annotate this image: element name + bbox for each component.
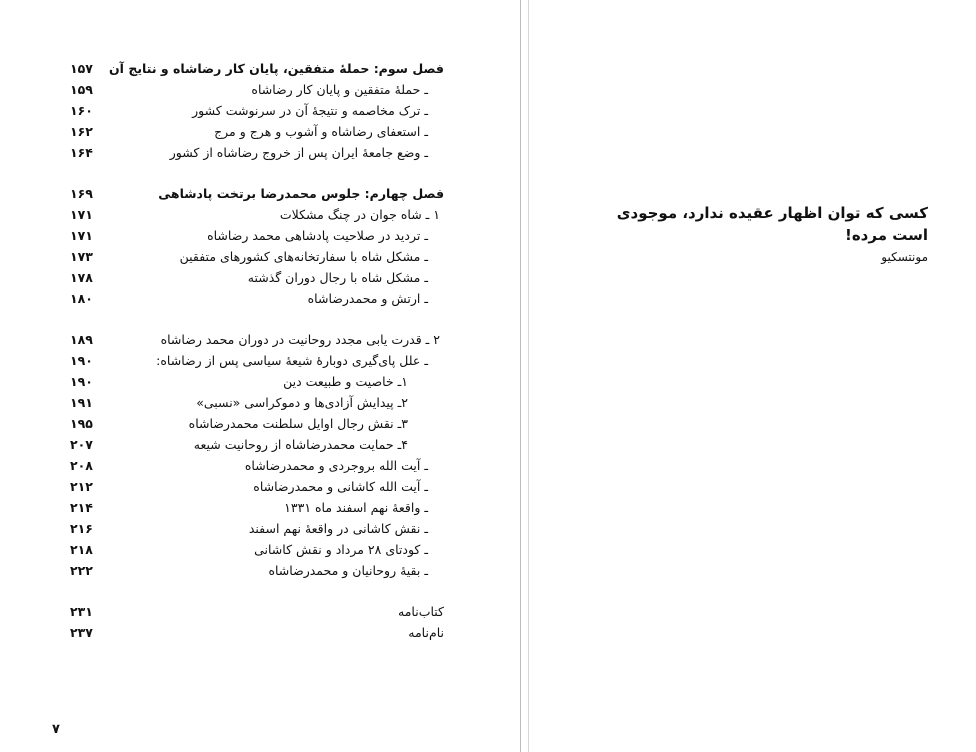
toc-row — [66, 539, 444, 560]
toc-entry-page: ۱۶۴ — [70, 145, 93, 160]
toc-row — [66, 121, 444, 142]
toc-entry-title: فصل چهارم: جلوس محمدرضا برتخت پادشاهی — [158, 186, 444, 201]
spine-line — [520, 0, 521, 752]
toc-row — [66, 476, 444, 497]
toc-entry-title: ـ آیت الله کاشانی و محمدرضاشاه — [253, 479, 428, 494]
toc-entry-page: ۲۱۸ — [70, 542, 93, 557]
toc-entry-title: فصل سوم: حملهٔ متفقین، پایان کار رضاشاه و نتایج آن — [109, 61, 444, 76]
toc-entry-page: ۱۶۲ — [70, 124, 93, 139]
toc-entry-page: ۲۱۲ — [70, 479, 93, 494]
toc-entry-page: ۱۵۷ — [70, 61, 93, 76]
toc-entry-page: ۱۵۹ — [70, 82, 93, 97]
toc-entry-title: ـ بقیهٔ روحانیان و محمدرضاشاه — [268, 563, 428, 578]
toc-entry-page: ۲۲۲ — [70, 563, 93, 578]
toc-row — [66, 455, 444, 476]
toc-entry-title: ۱ـ خاصیت و طبیعت دین — [283, 374, 408, 389]
toc-entry-title: ۱ ـ شاه جوان در چنگ مشکلات — [279, 207, 440, 222]
toc-row — [66, 58, 444, 79]
toc-entry-page: ۱۷۱ — [70, 228, 93, 243]
toc-entry-page: ۱۸۹ — [70, 332, 93, 347]
toc-entry-page: ۲۰۸ — [70, 458, 93, 473]
toc-entry-title: ـ وضع جامعهٔ ایران پس از خروج رضاشاه از کشور — [169, 145, 428, 160]
book-spine — [520, 0, 531, 752]
toc-entry-page: ۲۳۷ — [70, 625, 93, 640]
toc-entry-page: ۲۱۴ — [70, 500, 93, 515]
toc-row — [66, 183, 444, 204]
toc-row — [66, 413, 444, 434]
toc-entry-title: ـ کودتای ۲۸ مرداد و نقش کاشانی — [254, 542, 428, 557]
toc-entry-title: ـ تردید در صلاحیت پادشاهی محمد رضاشاه — [207, 228, 428, 243]
toc-entry-page: ۲۰۷ — [70, 437, 93, 452]
page-number: ۷ — [52, 722, 60, 737]
toc-entry-title: ـ واقعهٔ نهم اسفند ماه ۱۳۳۱ — [284, 500, 428, 515]
toc-row — [66, 225, 444, 246]
toc-entry-title: ـ حملهٔ متفقین و پایان کار رضاشاه — [251, 82, 428, 97]
toc-entry-page: ۱۹۵ — [70, 416, 93, 431]
toc-entry-page: ۱۷۳ — [70, 249, 93, 264]
toc-entry-title: ـ آیت الله بروجردی و محمدرضاشاه — [244, 458, 428, 473]
toc-row — [66, 434, 444, 455]
toc-entry-page: ۲۱۶ — [70, 521, 93, 536]
toc-entry-title: ۳ـ نقش رجال اوایل سلطنت محمدرضاشاه — [188, 416, 408, 431]
toc-row — [66, 142, 444, 163]
toc-row — [66, 350, 444, 371]
toc-row — [66, 497, 444, 518]
toc-row — [66, 288, 444, 309]
toc-entry-title: ـ مشکل شاه با رجال دوران گذشته — [247, 270, 428, 285]
toc-entry-title: ـ استعفای رضاشاه و آشوب و هرج و مرج — [214, 124, 428, 139]
epigraph — [588, 202, 928, 266]
toc-entry-title: ـ مشکل شاه با سفارتخانه‌های کشورهای متفقین — [179, 249, 428, 264]
toc-row — [66, 560, 444, 581]
toc-row — [66, 371, 444, 392]
toc-row — [66, 329, 444, 350]
toc-entry-title: ـ ترک مخاصمه و نتیجهٔ آن در سرنوشت کشور — [192, 103, 428, 118]
toc-entry-title: ۴ـ حمایت محمدرضاشاه از روحانیت شیعه — [193, 437, 408, 452]
toc-entry-page: ۱۷۸ — [70, 270, 93, 285]
toc-entry-title: نام‌نامه — [408, 625, 444, 640]
toc-row — [66, 100, 444, 121]
spine-line — [528, 0, 529, 752]
toc-entry-page: ۱۸۰ — [70, 291, 93, 306]
toc-row — [66, 622, 444, 643]
toc-entry-page: ۱۹۱ — [70, 395, 93, 410]
toc-row — [66, 601, 444, 622]
toc-row — [66, 518, 444, 539]
toc-entry-title: ـ علل پای‌گیری دوبارهٔ شیعهٔ سیاسی پس از رضاشاه: — [156, 353, 428, 368]
right-page — [531, 0, 976, 752]
toc-entry-page: ۱۷۱ — [70, 207, 93, 222]
toc-entry-title: ـ نقش کاشانی در واقعهٔ نهم اسفند — [248, 521, 428, 536]
toc-entry-page: ۱۶۹ — [70, 186, 93, 201]
toc-row — [66, 267, 444, 288]
table-of-contents — [66, 58, 444, 643]
epigraph-quote: کسی که توان اظهار عقیده ندارد، موجودی است مرده! — [616, 204, 928, 244]
toc-entry-title: ـ ارتش و محمدرضاشاه — [307, 291, 428, 306]
toc-entry-title: کتاب‌نامه — [398, 604, 444, 619]
toc-entry-page: ۱۹۰ — [70, 374, 93, 389]
toc-row — [66, 246, 444, 267]
toc-entry-page: ۱۶۰ — [70, 103, 93, 118]
toc-entry-title: ۲ـ پیدایش آزادی‌ها و دموکراسی «نسبی» — [196, 395, 408, 410]
toc-entry-page: ۱۹۰ — [70, 353, 93, 368]
toc-row — [66, 392, 444, 413]
toc-entry-title: ۲ ـ قدرت یابی مجدد روحانیت در دوران محمد رضاشاه — [160, 332, 440, 347]
toc-row — [66, 204, 444, 225]
toc-entry-page: ۲۳۱ — [70, 604, 93, 619]
toc-row — [66, 79, 444, 100]
epigraph-author: مونتسکیو — [881, 250, 928, 264]
